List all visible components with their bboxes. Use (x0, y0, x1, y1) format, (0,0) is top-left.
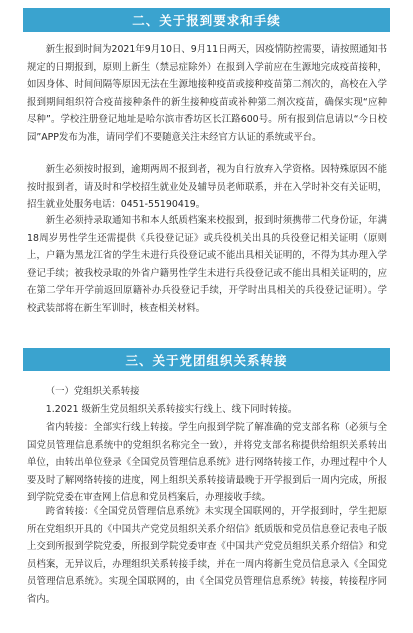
item-transfer-method: 1.2021 级新生党员组织关系转接实行线上、线下同时转接。 (45, 404, 298, 415)
section-heading-registration: 二、关于报到要求和手续 (23, 8, 390, 32)
paragraph-on-time-requirement: 新生必须按时报到，逾期两周不报到者，视为自行放弃入学资格。因特殊原因不能按时报到者，请及时和学校招生就业处及辅导员老师联系，并在入学时补交有关证明，招生就业处服务电话：0451-55190419。 (27, 164, 387, 211)
section-heading-party-transfer: 三、关于党团组织关系转接 (23, 348, 390, 371)
paragraph-registration-time: 新生报到时间为2021年9月10日、9月11日两天，因疫情防控需要，请按照通知书规定的日期报到，原则上新生（禁忌症除外）在报到入学前应在生源地完成疫苗接种，如因身体、时间间隔等原因无法在生源地接种疫苗或接种疫苗第二剂次的，高校在入学报到期间组织符合疫苗接种条件的新生接种疫苗或补种第二剂次疫苗，确保实现“应种尽种”。学校注册登记地址是哈尔滨市香坊区长江路600号。所有报到信息请以“今日校园”APP发布为准，请同学们不要随意关注未经官方认证的系统或平台。 (27, 44, 387, 143)
paragraph-in-province-transfer: 省内转接：全部实行线上转接。学生向报到学院了解准确的党支部名称（必须与全国党员管理信息系统中的党组织名称完全一致），并将党支部名称提供给组织关系转出单位，由转出单位登录《全国党员管理信息系统》进行网络转接工作，办理过程中个人要及时了解网络转接的进度，网上组织关系转接请最晚于开学报到后一周内完成，所报到学院党委在审查网上信息和党员档案后，办理接收手续。 (27, 422, 387, 504)
subheading-party-org-transfer: （一）党组织关系转接 (45, 386, 140, 397)
paragraph-documents-required: 新生必须持录取通知书和本人纸质档案来校报到，报到时须携带二代身份证，年满18周岁男性学生还需提供《兵役登记证》或兵役机关出具的兵役登记相关证明（原则上，户籍为黑龙江省的学生未进行兵役登记或不能出具相关证明的，不得为其办理入学登记手续；被我校录取的外省户籍男性学生未进行兵役登记或不能出具相关证明的，应在第二学年开学前返回原籍补办兵役登记手续，开学时出具相关的兵役登记证明）。学校武装部将在新生军训时，核查相关材料。 (27, 215, 387, 314)
paragraph-cross-province-transfer: 跨省转接：《全国党员管理信息系统》未实现全国联网的，开学报到时，学生把原所在党组织开具的《中国共产党党员组织关系介绍信》纸质版和党员信息登记表电子版上交到所报到学院党委，所报到学院党委审查《中国共产党党员组织关系介绍信》和党员档案，无异议后，办理组织关系转接手续，并在一周内将新生党员信息录入《全国党员管理信息系统》。实现全国联网的，由《全国党员管理信息系统》转接，转接程序同省内。 (27, 506, 387, 605)
